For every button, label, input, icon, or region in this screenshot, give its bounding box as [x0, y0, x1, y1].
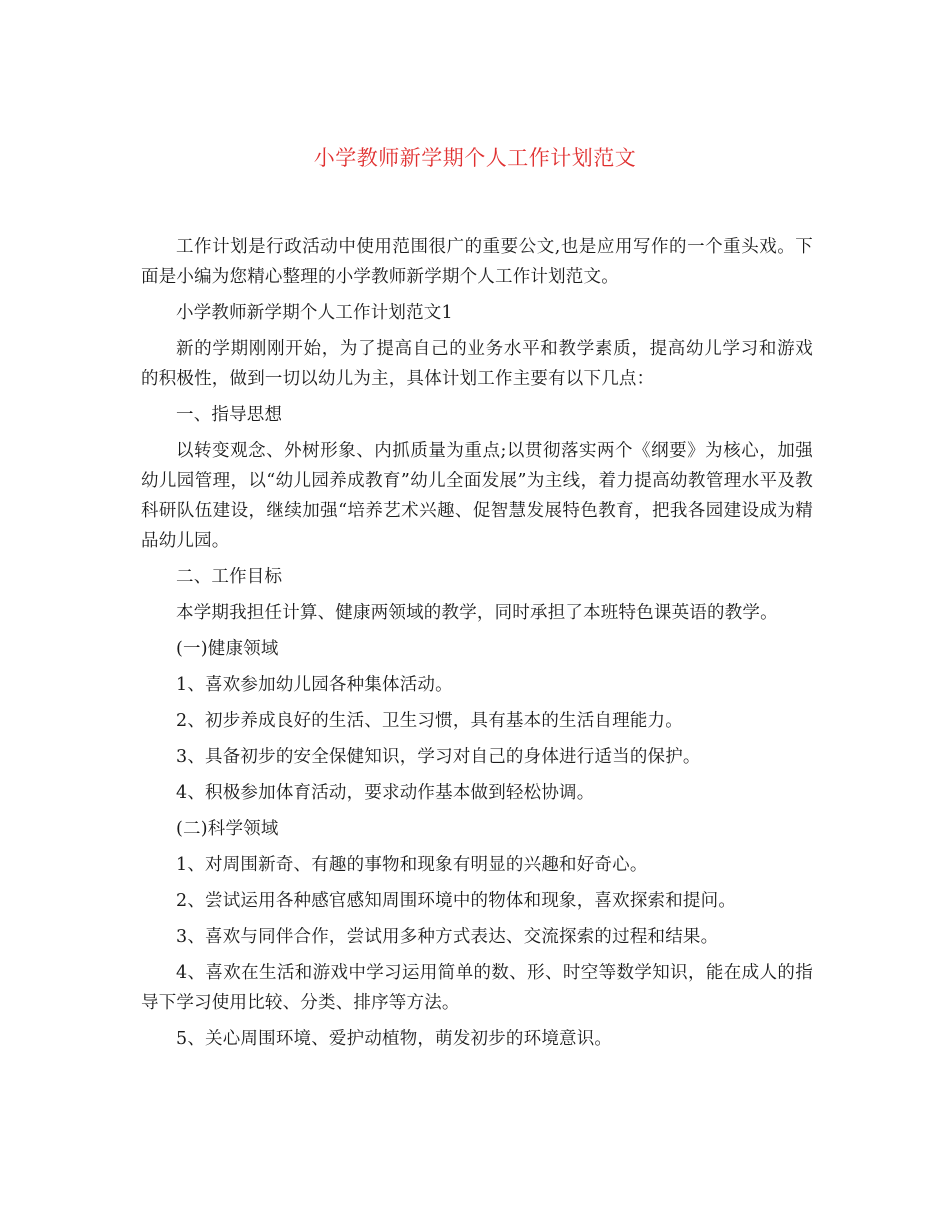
- list-item: 1、喜欢参加幼儿园各种集体活动。: [176, 675, 453, 695]
- list-item: 2、尝试运用各种感官感知周围环境中的物体和现象，喜欢探索和提问。: [176, 891, 737, 911]
- heading-work-goals: 二、工作目标: [176, 567, 283, 587]
- heading-guiding-ideology: 一、指导思想: [176, 405, 283, 425]
- paragraph-intro: 工作计划是行政活动中使用范围很广的重要公文,也是应用写作的一个重头戏。下面是小编为您精心整理的小学教师新学期个人工作计划范文。: [141, 237, 813, 287]
- list-item: 3、具备初步的安全保健知识，学习对自己的身体进行适当的保护。: [176, 747, 701, 767]
- paragraph-work-goals: 本学期我担任计算、健康两领域的教学，同时承担了本班特色课英语的教学。: [176, 603, 778, 623]
- paragraph-opening: 新的学期刚刚开始，为了提高自己的业务水平和教学素质，提高幼儿学习和游戏的积极性，做到一切以幼儿为主，具体计划工作主要有以下几点：: [141, 339, 813, 389]
- document-title: 小学教师新学期个人工作计划范文: [313, 146, 637, 170]
- list-item: 1、对周围新奇、有趣的事物和现象有明显的兴趣和好奇心。: [176, 855, 648, 875]
- list-item: 4、喜欢在生活和游戏中学习运用简单的数、形、时空等数学知识，能在成人的指导下学习使用比较、分类、排序等方法。: [141, 963, 813, 1013]
- list-item: 3、喜欢与同伴合作，尝试用多种方式表达、交流探索的过程和结果。: [176, 927, 719, 947]
- list-item: 5、关心周围环境、爱护动植物，萌发初步的环境意识。: [176, 1029, 613, 1049]
- document-body: [141, 232, 813, 1060]
- heading-health-domain: (一)健康领域: [176, 639, 279, 659]
- list-item: 4、积极参加体育活动，要求动作基本做到轻松协调。: [176, 783, 595, 803]
- paragraph-subtitle: 小学教师新学期个人工作计划范文1: [176, 303, 453, 323]
- heading-science-domain: (二)科学领域: [176, 819, 279, 839]
- list-item: 2、初步养成良好的生活、卫生习惯，具有基本的生活自理能力。: [176, 711, 683, 731]
- paragraph-guiding-ideology: 以转变观念、外树形象、内抓质量为重点;以贯彻落实两个《纲要》为核心，加强幼儿园管理，以“幼儿园养成教育”幼儿全面发展”为主线，着力提高幼教管理水平及教科研队伍建设，继续加强“培养艺术兴趣、促智慧发展特色教育，把我各园建设成为精品幼儿园。: [141, 441, 813, 551]
